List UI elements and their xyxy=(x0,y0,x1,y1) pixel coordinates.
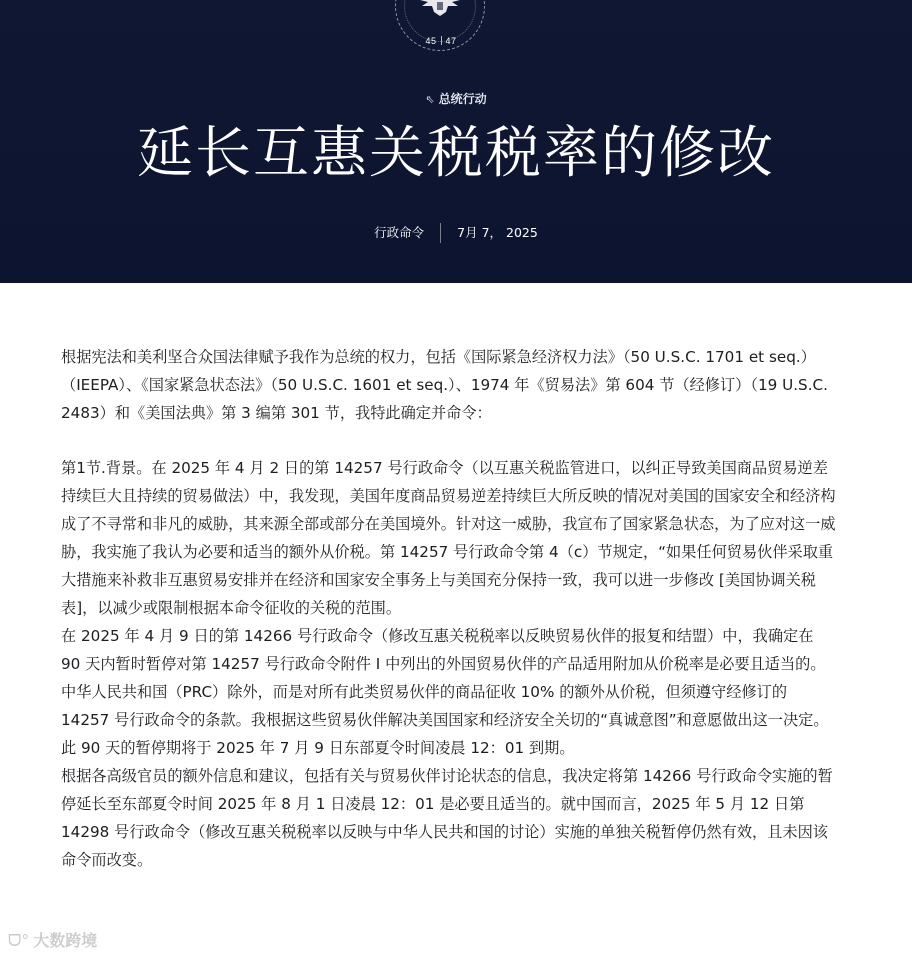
seal-numbers xyxy=(396,36,486,46)
article-body xyxy=(61,343,836,874)
category-label: 总统行动 xyxy=(438,92,487,106)
intro-paragraph: 根据宪法和美利坚合众国法律赋予我作为总统的权力，包括《国际紧急经济权力法》（50 U.S.C. 1701 et seq.）（IEEPA）、《国家紧急状态法》（50 U.S.C. 1601 et seq.）、1974 年《贸易法》第 604 节（经修订）（19 U.S.C. 2483）和《美国法典》第 3 编第 301 节，我特此确定并命令： xyxy=(61,348,828,422)
hero-banner xyxy=(0,0,912,283)
section1-paragraph-2: 在 2025 年 4 月 9 日的第 14266 号行政命令（修改互惠关税税率以反映贸易伙伴的报复和结盟）中，我确定在 90 天内暂时暂停对第 14257 号行政命令附件 I 中列出的外国贸易伙伴的产品适用附加从价税率是必要且适当的。 中华人民共和国（PRC）除外，而是对所有此类贸易伙伴的商品征收 10% 的额外从价税，但须遵守经修订的 14257 号行政命令的条款。我根据这些贸易伙伴解决美国国家和经济安全关切的“真诚意图”和意愿做出这一决定。此 90 天的暂停期将于 2025 年 7 月 9 日东部夏令时间凌晨 12：01 到期。 xyxy=(61,627,829,757)
logo-icon: ᗜ° xyxy=(8,931,30,950)
arrow-up-left-icon: ⇖ xyxy=(425,93,435,106)
eagle-icon xyxy=(416,0,464,18)
section1-paragraph-1: 第1节.背景。在 2025 年 4 月 2 日的第 14257 号行政命令（以互惠关税监管进口，以纠正导致美国商品贸易逆差持续巨大且持续的贸易做法）中，我发现，美国年度商品贸易逆差持续巨大所反映的情况对美国的国家安全和经济构成了不寻常和非凡的威胁，其来源全部或部分在美国境外。针对这一威胁，我宣布了国家紧急状态，为了应对这一威胁，我实施了我认为必要和适当的额外从价税。第 14257 号行政命令第 4（c）节规定，“如果任何贸易伙伴采取重大措施来补救非互惠贸易安排并在经济和国家安全事务上与美国充分保持一致，我可以进一步修改 [美国协调关税表]，以减少或限制根据本命令征收的关税的范围。 xyxy=(61,459,836,617)
post-meta xyxy=(0,223,912,243)
section1-paragraph-3: 根据各高级官员的额外信息和建议，包括有关与贸易伙伴讨论状态的信息，我决定将第 14266 号行政命令实施的暂停延长至东部夏令时间 2025 年 8 月 1 日凌晨 12：01 是必要且适当的。就中国而言，2025 年 5 月 12 日第 14298 号行政命令（修改互惠关税税率以反映与中华人民共和国的讨论）实施的单独关税暂停仍然有效，且未因该命令而改变。 xyxy=(61,767,833,869)
page-title: 延长互惠关税税率的修改 xyxy=(137,121,775,186)
presidential-seal xyxy=(395,0,485,51)
doc-type-link[interactable]: 行政命令 xyxy=(374,225,425,240)
seal-number-divider xyxy=(441,36,442,45)
seal-number-right: 47 xyxy=(445,36,457,46)
post-date: 7月 7， 2025 xyxy=(457,225,538,240)
meta-divider xyxy=(440,223,441,243)
seal-number-left: 45 xyxy=(425,36,437,46)
watermark xyxy=(8,928,97,951)
category-link[interactable] xyxy=(0,90,912,107)
watermark-text: 大数跨境 xyxy=(33,931,98,950)
